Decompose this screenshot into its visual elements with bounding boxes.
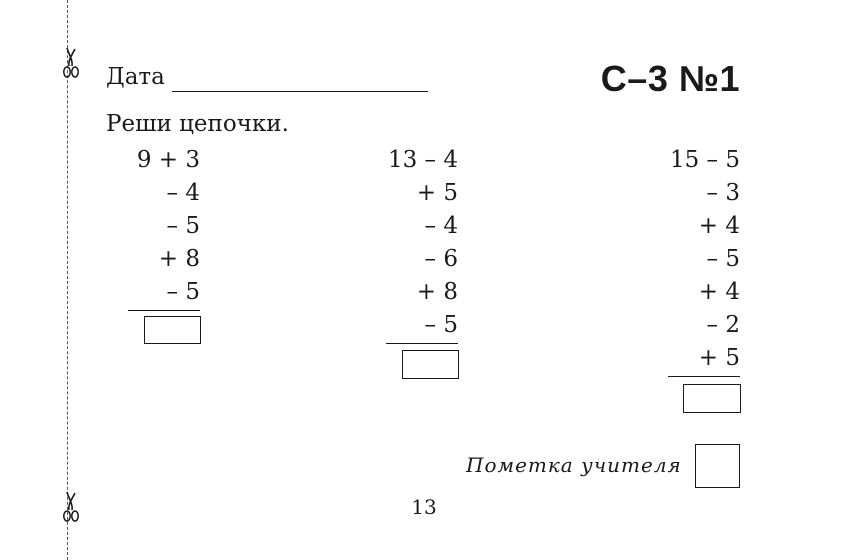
chain-step: – 5 — [706, 246, 740, 272]
chain-step: – 6 — [424, 246, 458, 272]
teacher-mark-box[interactable] — [695, 444, 740, 488]
chain-3 — [0, 144, 740, 424]
chain-step: + 4 — [698, 213, 740, 239]
chain-step: – 4 — [166, 180, 200, 206]
chain-step: + 4 — [698, 279, 740, 305]
chain-start: 13 – 4 — [387, 147, 458, 173]
answer-box[interactable] — [683, 384, 741, 413]
chain-step: + 8 — [416, 279, 458, 305]
chain-step: – 5 — [424, 312, 458, 338]
chain-start: 15 – 5 — [669, 147, 740, 173]
chain-start: 9 + 3 — [136, 147, 200, 173]
page-number: 13 — [411, 495, 437, 519]
date-field-line[interactable] — [172, 91, 428, 92]
chain-step: + 5 — [698, 345, 740, 371]
chain-step: + 8 — [158, 246, 200, 272]
scissors-icon — [60, 46, 82, 80]
chain-step: – 5 — [166, 213, 200, 239]
sum-line — [668, 376, 740, 377]
chain-step: – 4 — [424, 213, 458, 239]
instruction-text: Реши цепочки. — [106, 111, 289, 137]
chain-step: – 3 — [706, 180, 740, 206]
scissors-icon — [60, 490, 82, 524]
chain-step: – 2 — [706, 312, 740, 338]
date-label: Дата — [106, 64, 165, 90]
teacher-mark-label: Пометка учителя — [466, 453, 682, 477]
page-title: С–3 №1 — [600, 58, 740, 99]
chain-step: + 5 — [416, 180, 458, 206]
chain-step: – 5 — [166, 279, 200, 305]
